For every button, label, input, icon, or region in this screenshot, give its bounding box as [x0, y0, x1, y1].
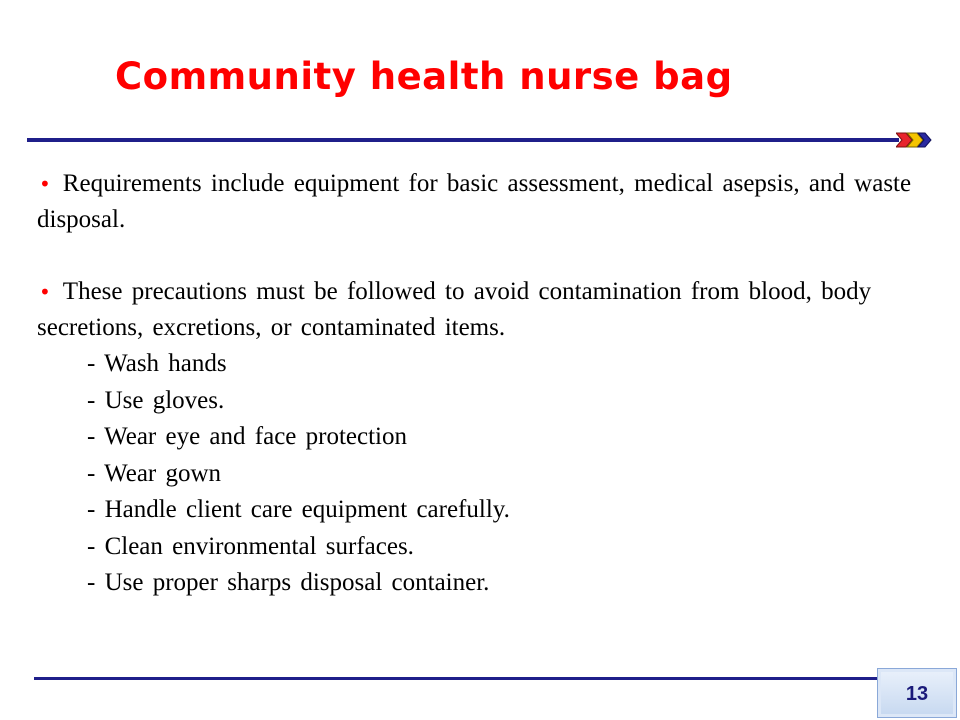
page-number-badge [877, 668, 957, 718]
page-number: 13 [905, 683, 929, 705]
list-item: - Handle client care equipment carefully. [87, 496, 510, 523]
list-item: - Use proper sharps disposal container. [87, 569, 490, 596]
double-chevron-icon [896, 131, 932, 149]
bullet-text: Requirements include equipment for basic assessment, medical asepsis, and waste disposal. [37, 170, 912, 233]
precautions-list [37, 346, 917, 602]
slide-title: Community health nurse bag [115, 55, 733, 98]
list-item: - Use gloves. [87, 386, 225, 414]
list-item: - Wear eye and face protection [87, 423, 407, 450]
bullet-icon: • [39, 280, 51, 304]
list-item: - Clean environmental surfaces. [87, 532, 414, 560]
list-item: - Wear gown [87, 459, 222, 487]
bullet-paragraph [37, 274, 917, 346]
slide-body [37, 166, 917, 602]
bullet-icon: • [39, 172, 51, 196]
top-divider [27, 138, 899, 142]
list-item: - Wash hands [87, 350, 227, 377]
bullet-paragraph [37, 166, 917, 238]
bullet-text: These precautions must be followed to avoid contamination from blood, body secretions, excretions, or contaminated items. [37, 278, 872, 341]
bottom-divider [34, 677, 882, 680]
